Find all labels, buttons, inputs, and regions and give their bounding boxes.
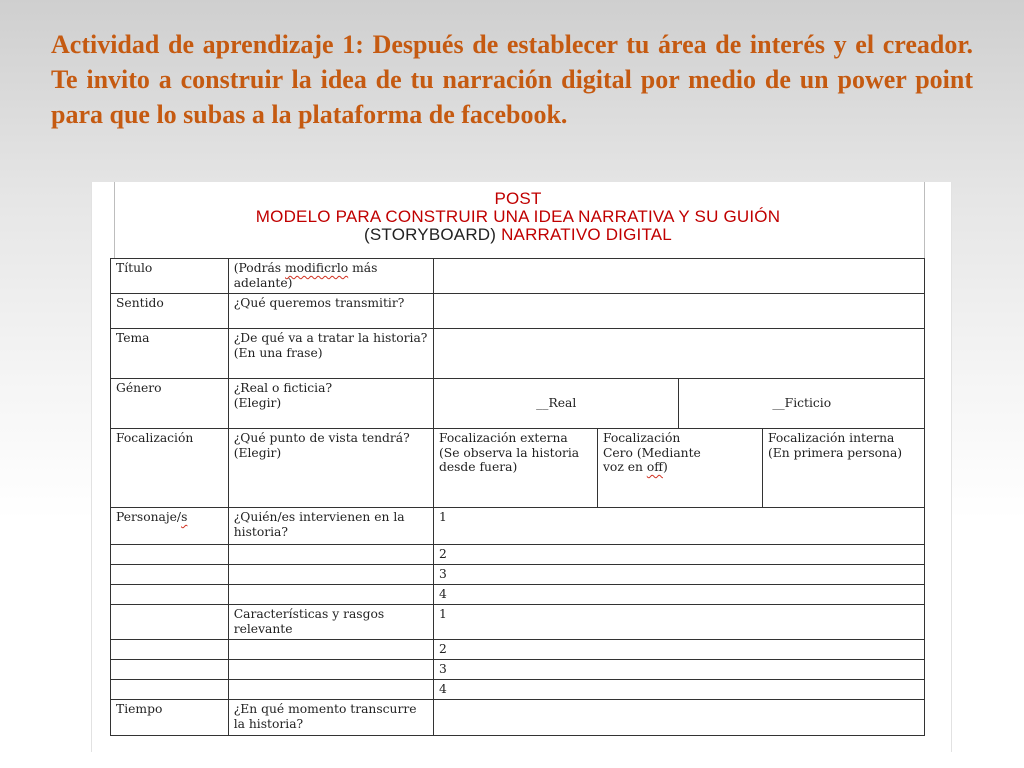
storyboard-label: (STORYBOARD) — [364, 225, 497, 244]
label-personajes-squiggle: s — [181, 510, 188, 524]
caracteristica-number-2: 2 — [433, 640, 924, 660]
prompt-personajes: ¿Quién/es intervienen en la historia? — [228, 508, 433, 545]
empty-cell — [111, 680, 229, 700]
empty-cell — [228, 565, 433, 585]
focalizacion-cero-prefix: Focalización Cero (Mediante voz en — [602, 431, 701, 474]
prompt-titulo-suffix: más adelante) — [233, 261, 378, 290]
answer-tema — [433, 329, 924, 379]
prompt-genero: ¿Real o ficticia? (Elegir) — [228, 379, 433, 429]
personaje-number-1: 1 — [433, 508, 924, 545]
empty-cell — [111, 605, 229, 640]
empty-cell — [228, 660, 433, 680]
table-row-personajes — [111, 508, 925, 545]
personaje-number-4: 4 — [433, 585, 924, 605]
prompt-titulo-prefix: (Podrás — [233, 261, 285, 275]
empty-cell — [228, 640, 433, 660]
option-real: __Real — [433, 379, 679, 429]
answer-tiempo — [433, 700, 924, 736]
empty-cell — [111, 565, 229, 585]
prompt-titulo — [228, 259, 433, 294]
table-row-caracteristica-3 — [111, 660, 925, 680]
label-genero: Género — [111, 379, 229, 429]
table-row-focalizacion — [111, 429, 925, 508]
prompt-tema: ¿De qué va a tratar la historia? (En una frase) — [228, 329, 433, 379]
page-margin-line-left — [114, 182, 115, 258]
activity-heading: Actividad de aprendizaje 1: Después de establecer tu área de interés y el creador. Te invito a construir la idea de tu narración digital por medio de un power point para que lo subas a la plataforma de facebook. — [51, 30, 973, 129]
prompt-tiempo: ¿En qué momento transcurre la historia? — [228, 700, 433, 736]
table-row-caracteristica-4 — [111, 680, 925, 700]
table-row-caracteristicas — [111, 605, 925, 640]
document-title-storyboard — [122, 226, 914, 244]
caracteristica-number-1: 1 — [433, 605, 924, 640]
label-titulo: Título — [111, 259, 229, 294]
option-ficticio: __Ficticio — [679, 379, 925, 429]
empty-cell — [228, 585, 433, 605]
table-row-caracteristica-2 — [111, 640, 925, 660]
table-row-personaje-3 — [111, 565, 925, 585]
personaje-number-3: 3 — [433, 565, 924, 585]
empty-cell — [228, 545, 433, 565]
table-row-personaje-4 — [111, 585, 925, 605]
page-margin-line-right — [924, 182, 925, 258]
table-row-personaje-2 — [111, 545, 925, 565]
table-row-titulo — [111, 259, 925, 294]
table-row-tema — [111, 329, 925, 379]
empty-cell — [228, 680, 433, 700]
focalizacion-cero-squiggle-word: off — [646, 460, 663, 474]
prompt-caracteristicas: Características y rasgos relevante — [228, 605, 433, 640]
caracteristica-number-3: 3 — [433, 660, 924, 680]
label-tiempo: Tiempo — [111, 700, 229, 736]
table-row-tiempo — [111, 700, 925, 736]
option-focalizacion-cero — [597, 429, 762, 508]
answer-titulo — [433, 259, 924, 294]
empty-cell — [111, 660, 229, 680]
empty-cell — [111, 545, 229, 565]
label-personajes-prefix: Personaje/ — [116, 510, 182, 524]
answer-sentido — [433, 294, 924, 329]
option-focalizacion-interna: Focalización interna (En primera persona) — [762, 429, 924, 508]
label-tema: Tema — [111, 329, 229, 379]
document-title-model: MODELO PARA CONSTRUIR UNA IDEA NARRATIVA Y SU GUIÓN — [255, 207, 781, 226]
document-title-post: POST — [494, 189, 542, 208]
storyboard-table — [110, 258, 925, 736]
option-focalizacion-externa: Focalización externa (Se observa la historia desde fuera) — [433, 429, 597, 508]
document-title — [122, 190, 914, 244]
label-personajes — [111, 508, 229, 545]
prompt-titulo-squiggle-word: modificrlo — [285, 261, 349, 275]
table-row-sentido — [111, 294, 925, 329]
prompt-focalizacion: ¿Qué punto de vista tendrá? (Elegir) — [228, 429, 433, 508]
focalizacion-cero-suffix: ) — [662, 460, 668, 474]
label-focalizacion: Focalización — [111, 429, 229, 508]
table-row-genero — [111, 379, 925, 429]
label-sentido: Sentido — [111, 294, 229, 329]
empty-cell — [111, 585, 229, 605]
prompt-sentido: ¿Qué queremos transmitir? — [228, 294, 433, 329]
narrativo-digital-label: NARRATIVO DIGITAL — [496, 225, 672, 244]
personaje-number-2: 2 — [433, 545, 924, 565]
empty-cell — [111, 640, 229, 660]
caracteristica-number-4: 4 — [433, 680, 924, 700]
document-image — [91, 182, 952, 752]
